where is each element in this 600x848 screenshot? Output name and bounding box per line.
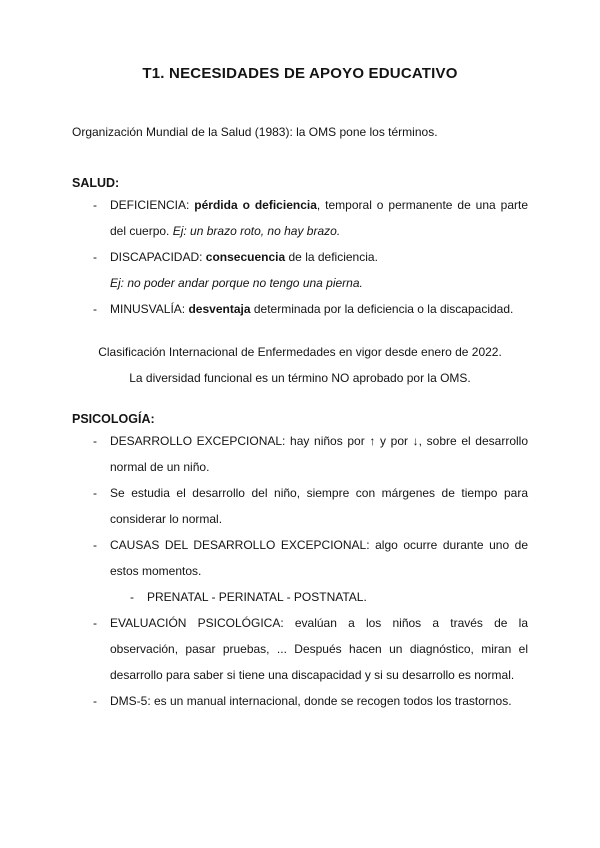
list-item-evaluacion-psicologica <box>72 610 528 688</box>
salud-list <box>72 192 528 322</box>
list-item-text: Se estudia el desarrollo del niño, siempre con márgenes de tiempo para considerar lo normal. <box>110 486 528 526</box>
section-heading-psicologia: PSICOLOGÍA: <box>72 412 155 426</box>
note-line-diversidad: La diversidad funcional es un término NO aprobado por la OMS. <box>129 371 471 385</box>
list-item-text <box>110 296 528 322</box>
page-title: T1. NECESIDADES DE APOYO EDUCATIVO <box>142 65 458 82</box>
list-subitem-prenatal-perinatal-postnatal <box>72 584 528 610</box>
bullet-dash: - <box>93 198 97 212</box>
list-item-text: DESARROLLO EXCEPCIONAL: hay niños por ↑ y por ↓, sobre el desarrollo normal de un niño. <box>110 434 528 474</box>
note-line-cie: Clasificación Internacional de Enfermedades en vigor desde enero de 2022. <box>98 345 502 359</box>
item-term: consecuencia <box>205 250 286 264</box>
bullet-dash: - <box>93 616 97 630</box>
bullet-dash: - <box>93 538 97 552</box>
list-item-dms5 <box>72 688 528 714</box>
psicologia-list <box>72 428 528 714</box>
item-rest: , temporal o permanente de una parte del cuerpo. <box>110 198 528 238</box>
list-item-causas <box>72 532 528 584</box>
list-item-discapacidad <box>72 244 528 296</box>
item-rest: de la deficiencia. <box>285 250 378 264</box>
item-example: Ej: no poder andar porque no tengo una pierna. <box>110 276 363 290</box>
intro-paragraph: Organización Mundial de la Salud (1983): la OMS pone los términos. <box>72 125 438 139</box>
bullet-dash: - <box>93 434 97 448</box>
section-heading-salud: SALUD: <box>72 176 120 190</box>
list-item-desarrollo-excepcional <box>72 428 528 480</box>
bullet-dash: - <box>93 694 97 708</box>
list-subitem-text: PRENATAL - PERINATAL - POSTNATAL. <box>147 590 367 604</box>
item-rest: determinada por la deficiencia o la discapacidad. <box>250 302 514 316</box>
item-lead: DEFICIENCIA: <box>110 198 195 212</box>
bullet-dash: - <box>130 590 134 604</box>
bullet-dash: - <box>93 250 97 264</box>
list-item-text: EVALUACIÓN PSICOLÓGICA: evalúan a los niños a través de la observación, pasar pruebas, ... Después hacen un diagnóstico, miran el desarrollo para saber si tiene una discapacidad y si su desarrollo es normal. <box>110 616 528 682</box>
notes-block <box>72 339 528 391</box>
list-item-minusvalia <box>72 296 528 322</box>
item-example: Ej: un brazo roto, no hay brazo. <box>172 224 341 238</box>
list-item-deficiencia <box>72 192 528 244</box>
list-item-text: DMS-5: es un manual internacional, donde se recogen todos los trastornos. <box>110 694 512 708</box>
list-item-estudio-desarrollo <box>72 480 528 532</box>
item-term: pérdida o deficiencia <box>194 198 317 212</box>
list-item-text <box>110 244 528 296</box>
list-item-text: CAUSAS DEL DESARROLLO EXCEPCIONAL: algo ocurre durante uno de estos momentos. <box>110 538 528 578</box>
bullet-dash: - <box>93 302 97 316</box>
bullet-dash: - <box>93 486 97 500</box>
item-lead: MINUSVALÍA: <box>110 302 189 316</box>
item-term: desventaja <box>188 302 251 316</box>
list-item-text <box>110 192 528 244</box>
item-lead: DISCAPACIDAD: <box>110 250 206 264</box>
